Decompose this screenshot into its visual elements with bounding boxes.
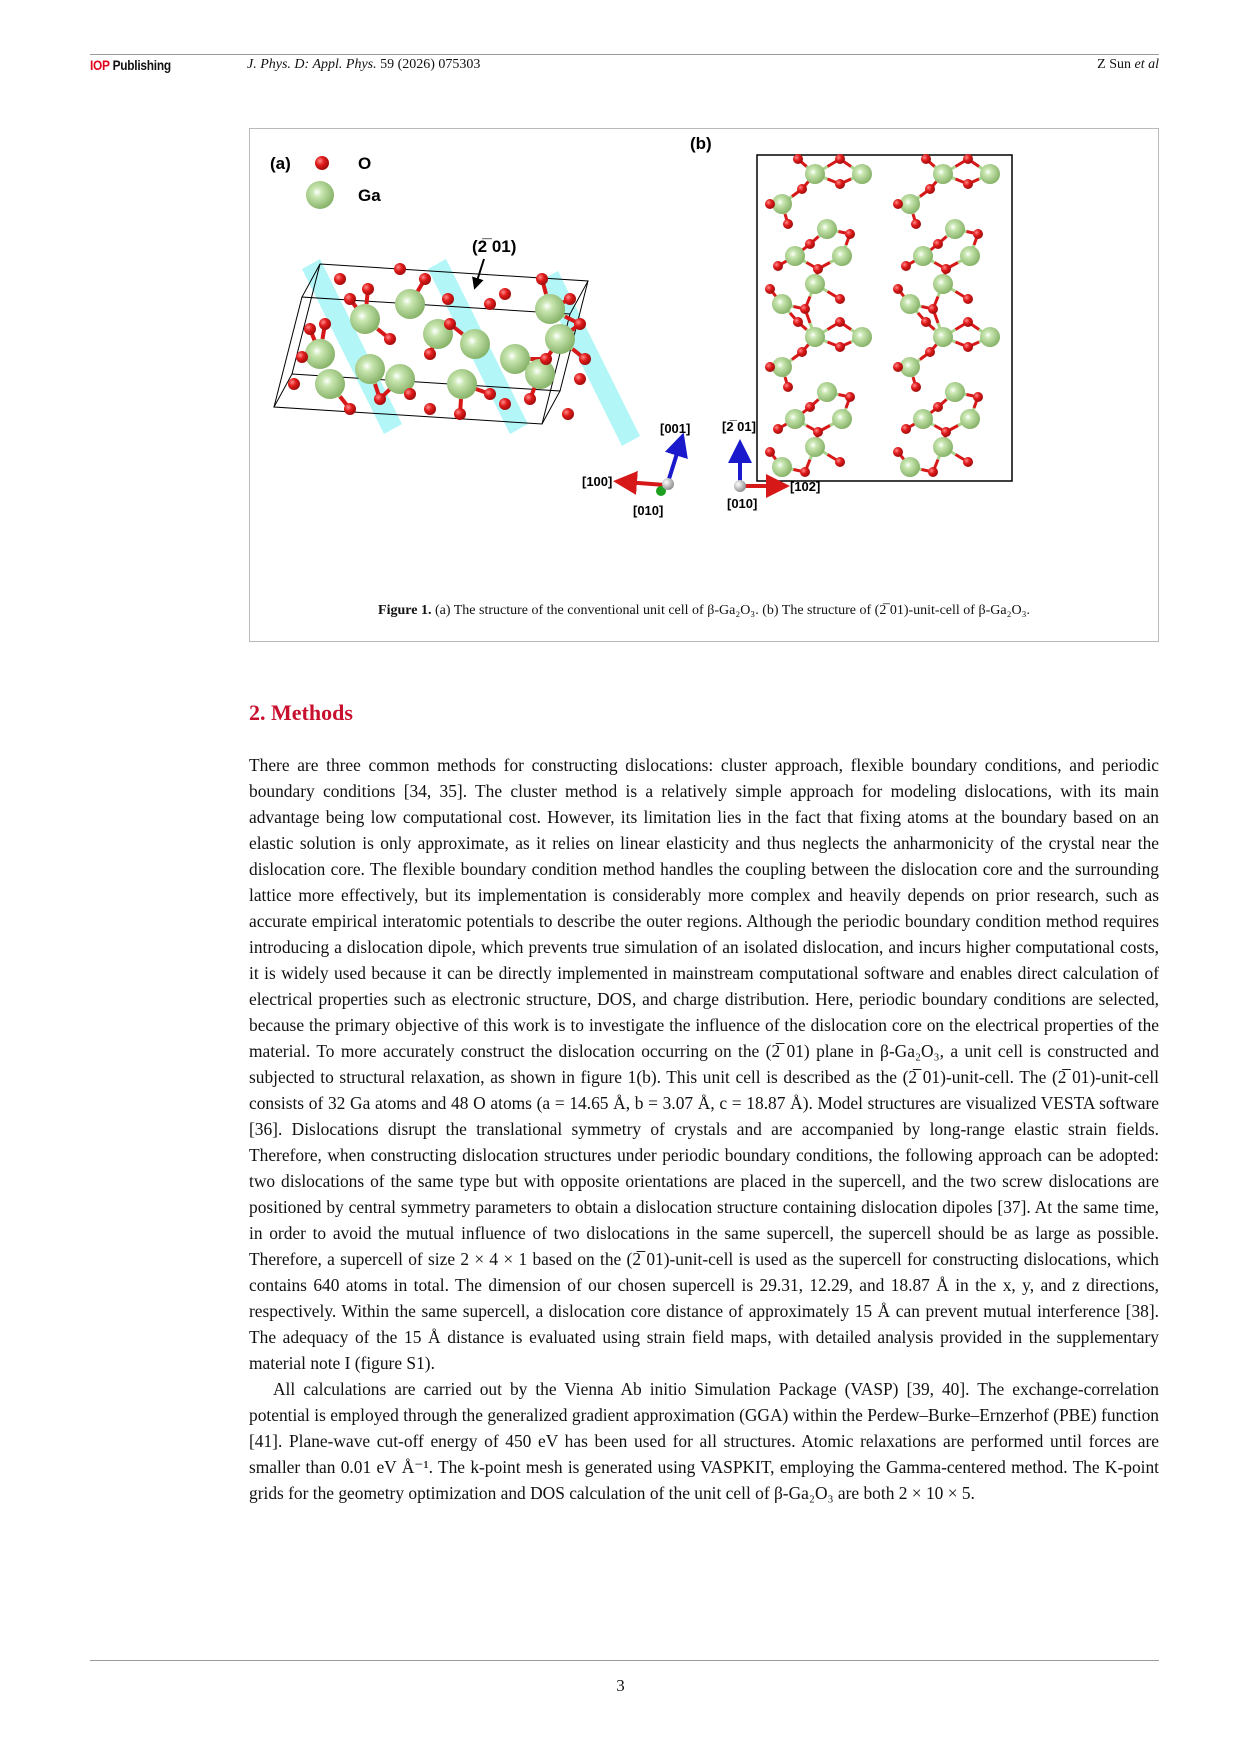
- ga-atom: [447, 369, 477, 399]
- o-atom: [933, 402, 943, 412]
- o-atom: [374, 393, 386, 405]
- o-atom: [562, 408, 574, 420]
- footer-rule: [90, 1660, 1159, 1661]
- o-atom: [384, 333, 396, 345]
- ga-atom: [817, 382, 837, 402]
- o-atom: [893, 284, 903, 294]
- o-atom: [296, 351, 308, 363]
- running-authors: Z Sun et al: [1097, 57, 1159, 72]
- ga-atom: [913, 409, 933, 429]
- o-atom: [579, 353, 591, 365]
- o-atom: [845, 392, 855, 402]
- o-atom: [499, 288, 511, 300]
- ga-atom: [805, 327, 825, 347]
- o-atom: [765, 199, 775, 209]
- legend-gallium-atom: [306, 181, 334, 209]
- journal-citation: [247, 57, 480, 73]
- o-atom: [424, 348, 436, 360]
- figure-1-artwork: [250, 129, 1160, 599]
- o-atom: [765, 447, 775, 457]
- o-atom: [805, 239, 815, 249]
- o-atom: [797, 347, 807, 357]
- ga-atom: [817, 219, 837, 239]
- o-atom: [835, 317, 845, 327]
- figure-1: [249, 128, 1159, 642]
- o-atom: [564, 293, 576, 305]
- plane-arrow: [476, 259, 484, 284]
- o-atom: [941, 264, 951, 274]
- ga-atom: [545, 324, 575, 354]
- ga-atom: [945, 219, 965, 239]
- axis-label-100: [100]: [582, 474, 613, 489]
- ga-atom: [832, 409, 852, 429]
- o-atom: [973, 229, 983, 239]
- axis-label-010-a: [010]: [633, 503, 664, 518]
- o-atom: [536, 273, 548, 285]
- o-atom: [973, 392, 983, 402]
- o-atom: [813, 427, 823, 437]
- ga-atom: [805, 437, 825, 457]
- o-atom: [835, 179, 845, 189]
- o-atom: [344, 403, 356, 415]
- o-atom: [911, 219, 921, 229]
- ga-atom: [525, 359, 555, 389]
- o-atom: [800, 467, 810, 477]
- ga-atom: [980, 164, 1000, 184]
- running-header: [90, 57, 1159, 77]
- ga-atom: [395, 289, 425, 319]
- ga-atom: [832, 246, 852, 266]
- section-body: [249, 752, 1159, 1506]
- ga-atom: [305, 339, 335, 369]
- ga-atom: [960, 246, 980, 266]
- ga-atom: [772, 294, 792, 314]
- o-atom: [835, 342, 845, 352]
- ga-atom: [785, 409, 805, 429]
- unit-cell-a: [274, 259, 640, 446]
- o-atom: [404, 388, 416, 400]
- caption-text: (a) The structure of the conventional unit cell of β-Ga₂O₃. (b) The structure of (2̅ 01)-unit-cell of β-Ga₂O₃.: [431, 603, 1030, 618]
- o-atom: [344, 293, 356, 305]
- ga-atom: [960, 409, 980, 429]
- legend-oxygen-atom: [315, 156, 329, 170]
- o-atom: [524, 393, 536, 405]
- o-atom: [362, 283, 374, 295]
- figure-caption: [250, 603, 1158, 619]
- o-atom: [813, 264, 823, 274]
- section-title: 2. Methods: [249, 700, 353, 725]
- o-atom: [783, 382, 793, 392]
- o-atom: [963, 154, 973, 164]
- panel-b-label: (b): [690, 134, 712, 153]
- ga-atom: [945, 382, 965, 402]
- paragraph-2: All calculations are carried out by the Vienna Ab initio Simulation Package (VASP) [39, 40]. The exchange-correlation potential is employed through the generalized gradient approximation (GGA) within the Perdew–Burke–Ernzerhof (PBE) function [41]. Plane-wave cut-off energy of 450 eV has been used for all structures. Atomic relaxations are performed until forces are smaller than 0.01 eV Å⁻¹. The k-point mesh is generated using VASPKIT, employing the Gamma-centered method. The K-point grids for the geometry optimization and DOS calculation of the unit cell of β-Ga₂O₃ are both 2 × 10 × 5.: [249, 1379, 1159, 1503]
- axis-001-arrow: [668, 444, 680, 482]
- ga-atom: [852, 327, 872, 347]
- o-atom: [444, 318, 456, 330]
- o-atom: [963, 294, 973, 304]
- o-atom: [484, 298, 496, 310]
- o-atom: [933, 239, 943, 249]
- o-atom: [334, 273, 346, 285]
- o-atom: [893, 447, 903, 457]
- o-atom: [925, 184, 935, 194]
- o-atom: [911, 382, 921, 392]
- ga-atom: [805, 274, 825, 294]
- o-atom: [901, 424, 911, 434]
- ga-atom: [355, 354, 385, 384]
- o-atom: [800, 304, 810, 314]
- ga-atom: [913, 246, 933, 266]
- o-atom: [835, 294, 845, 304]
- o-atom: [793, 317, 803, 327]
- o-atom: [845, 229, 855, 239]
- ga-atom: [933, 437, 953, 457]
- axis-label-201: [2̅ 01]: [722, 419, 756, 434]
- axes-indicator-b: [722, 419, 820, 511]
- ga-atom: [500, 344, 530, 374]
- axis-origin-b: [734, 480, 746, 492]
- legend-label-ga: Ga: [358, 186, 381, 205]
- ga-atom: [933, 274, 953, 294]
- journal-volume: 59: [380, 57, 395, 72]
- o-atom: [793, 154, 803, 164]
- o-atom: [454, 408, 466, 420]
- caption-label: Figure 1.: [378, 603, 432, 618]
- ga-atom: [933, 164, 953, 184]
- o-atom: [921, 317, 931, 327]
- axis-label-001: [001]: [660, 421, 691, 436]
- ga-atom: [460, 329, 490, 359]
- o-atom: [765, 362, 775, 372]
- ga-atom: [315, 369, 345, 399]
- o-atom: [925, 347, 935, 357]
- o-atom: [901, 261, 911, 271]
- axis-label-010-b: [010]: [727, 496, 758, 511]
- header-rule: [90, 54, 1159, 55]
- page-number: 3: [616, 1676, 625, 1695]
- o-atom: [319, 318, 331, 330]
- o-atom: [783, 219, 793, 229]
- o-atom: [304, 323, 316, 335]
- panel-a-label: (a): [270, 154, 291, 173]
- axis-100-arrow: [625, 482, 665, 485]
- o-atom: [540, 353, 552, 365]
- o-atom: [928, 467, 938, 477]
- o-atom: [805, 402, 815, 412]
- o-atom: [574, 373, 586, 385]
- legend-label-o: O: [358, 154, 372, 173]
- o-atom: [963, 179, 973, 189]
- o-atom: [921, 154, 931, 164]
- o-atom: [963, 342, 973, 352]
- o-atom: [765, 284, 775, 294]
- journal-year-article: (2026) 075303: [397, 57, 481, 72]
- ga-atom: [350, 304, 380, 334]
- o-atom: [963, 317, 973, 327]
- o-atom: [442, 293, 454, 305]
- o-atom: [928, 304, 938, 314]
- o-atom: [394, 263, 406, 275]
- ga-atom: [980, 327, 1000, 347]
- o-atom: [963, 457, 973, 467]
- ga-atom: [852, 164, 872, 184]
- o-atom: [574, 318, 586, 330]
- ga-atom: [805, 164, 825, 184]
- ga-atom: [933, 327, 953, 347]
- ga-atom: [900, 294, 920, 314]
- ga-atom: [785, 246, 805, 266]
- o-atom: [419, 273, 431, 285]
- o-atom: [835, 457, 845, 467]
- o-atom: [424, 403, 436, 415]
- publisher-logo: IOP Publishing: [90, 57, 171, 73]
- o-atom: [893, 362, 903, 372]
- axis-origin: [662, 478, 674, 490]
- o-atom: [835, 154, 845, 164]
- journal-name: J. Phys. D: Appl. Phys.: [247, 57, 377, 72]
- ga-atom: [900, 457, 920, 477]
- o-atom: [893, 199, 903, 209]
- paragraph-1: There are three common methods for constructing dislocations: cluster approach, flexible boundary conditions, and periodic boundary conditions [34, 35]. The cluster method is a relatively simple approach for modeling dislocations, with its main advantage being low computational cost. However, its limitation lies in the fact that fixing atoms at the boundary based on an elastic solution is only approximate, as it relies on linear elasticity and thus neglects the anharmonicity of the crystal near the dislocation core. The flexible boundary condition method handles the coupling between the dislocation core and the surrounding lattice more effectively, but its implementation is considerably more complex and heavily depends on prior research, such as accurate empirical interatomic potentials to describe the outer regions. Although the periodic boundary condition method requires introducing a dislocation dipole, which prevents true simulation of an isolated dislocation, and incurs higher computational costs, it is widely used because it can be directly implemented in mainstream computational software and enables direct calculation of electrical properties such as electronic structure, DOS, and charge distribution. Here, periodic boundary conditions are selected, because the primary objective of this work is to investigate the influence of the dislocation core on the electrical properties of the material. To more accurately construct the dislocation occurring on the (2̅ 01) plane in β-Ga₂O₃, a unit cell is constructed and subjected to structural relaxation, as shown in figure 1(b). This unit cell is described as the (2̅ 01)-unit-cell. The (2̅ 01)-unit-cell consists of 32 Ga atoms and 48 O atoms (a = 14.65 Å, b = 3.07 Å, c = 18.87 Å). Model structures are visualized VESTA software [36]. Dislocations disrupt the translational symmetry of crystals and are accompanied by long-range elastic strain fields. Therefore, when constructing dislocation structures under periodic boundary conditions, the following approach can be adopted: two dislocations of the same type but with opposite orientations are placed in the supercell, and the two screw dislocations are positioned by central symmetry parameters to obtain a dislocation structure containing dislocation dipoles [37]. At the same time, in order to avoid the mutual influence of two dislocations in the same supercell, the supercell should be as large as possible. Therefore, a supercell of size 2 × 4 × 1 based on the (2̅ 01)-unit-cell is used as the supercell for constructing dislocations, which contains 640 atoms in total. The dimension of our chosen supercell is 29.31, 12.29, and 18.87 Å in the x, y, and z directions, respectively. Within the same supercell, a dislocation core distance of approximately 15 Å can prevent mutual interference [38]. The adequacy of the 15 Å distance is evaluated using strain field maps, with detailed analysis provided in the supplementary material note I (figure S1).: [249, 755, 1159, 1373]
- o-atom: [484, 388, 496, 400]
- o-atom: [288, 378, 300, 390]
- o-atom: [797, 184, 807, 194]
- plane-label: (2̅ 01): [472, 237, 517, 256]
- axis-label-102: [102]: [790, 479, 821, 494]
- atoms-panel-b: [765, 154, 1000, 477]
- o-atom: [773, 261, 783, 271]
- ga-atom: [535, 294, 565, 324]
- ga-atom: [772, 457, 792, 477]
- o-atom: [941, 427, 951, 437]
- o-atom: [499, 398, 511, 410]
- o-atom: [773, 424, 783, 434]
